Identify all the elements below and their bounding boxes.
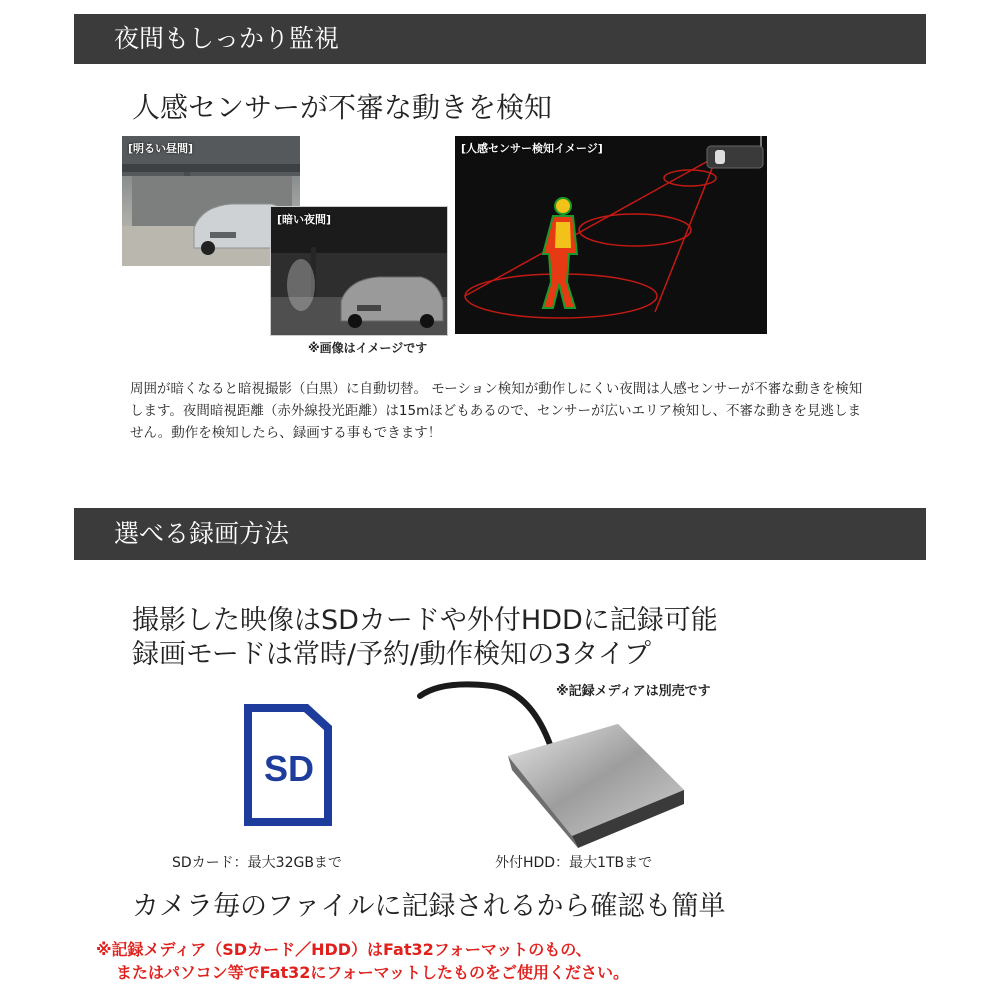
section1-body-text: 周囲が暗くなると暗視撮影（白黒）に自動切替。 モーション検知が動作しにくい夜間は人感センサーが不審な動きを検知します。夜間暗視距離（赤外線投光距離）は15mほどもあるので、センサーが広いエリア検知し、不審な動きを見逃しません。動作を検知したら、録画する事もできます！ bbox=[130, 381, 863, 441]
sd-logo-text: SD bbox=[263, 748, 314, 789]
hdd-caption: 外付HDD：最大1TBまで bbox=[495, 855, 653, 871]
label-sensor: [人感センサー検知イメージ] bbox=[461, 142, 603, 155]
sd-card-caption: SDカード：最大32GBまで bbox=[172, 855, 342, 871]
external-hdd-icon bbox=[412, 680, 702, 850]
headline-per-camera-files: カメラ毎のファイルに記録されるから確認も簡単 bbox=[132, 891, 726, 922]
external-hdd-graphic bbox=[412, 680, 702, 850]
section-header-night bbox=[74, 14, 926, 64]
label-daytime: [明るい昼間] bbox=[128, 142, 194, 155]
section-title: 夜間もしっかり監視 bbox=[114, 24, 340, 53]
person-thermal-figure bbox=[543, 198, 577, 308]
photo-nighttime bbox=[270, 206, 448, 336]
headline-motion-sensor: 人感センサーが不審な動きを検知 bbox=[132, 91, 553, 124]
label-nighttime: [暗い夜間] bbox=[277, 213, 332, 226]
format-warning-line2: またはパソコン等でFat32にフォーマットしたものをご使用ください。 bbox=[116, 963, 629, 982]
sd-card-graphic bbox=[238, 702, 338, 830]
headline-recording-line1: 撮影した映像はSDカードや外付HDDに記録可能 bbox=[132, 605, 718, 636]
format-warning-line1: ※記録メディア（SDカード／HDD）はFat32フォーマットのもの、 bbox=[96, 940, 592, 959]
security-camera-icon bbox=[707, 136, 763, 168]
headline-recording-line2: 録画モードは常時/予約/動作検知の3タイプ bbox=[132, 639, 651, 670]
media-sold-separately-note: ※記録メディアは別売です bbox=[556, 684, 711, 699]
image-disclaimer: ※画像はイメージです bbox=[308, 341, 428, 355]
section-header-recording bbox=[74, 508, 926, 560]
sensor-cone-illustration bbox=[455, 136, 767, 334]
sensor-detection-image bbox=[455, 136, 767, 334]
section-title: 選べる録画方法 bbox=[114, 519, 290, 548]
